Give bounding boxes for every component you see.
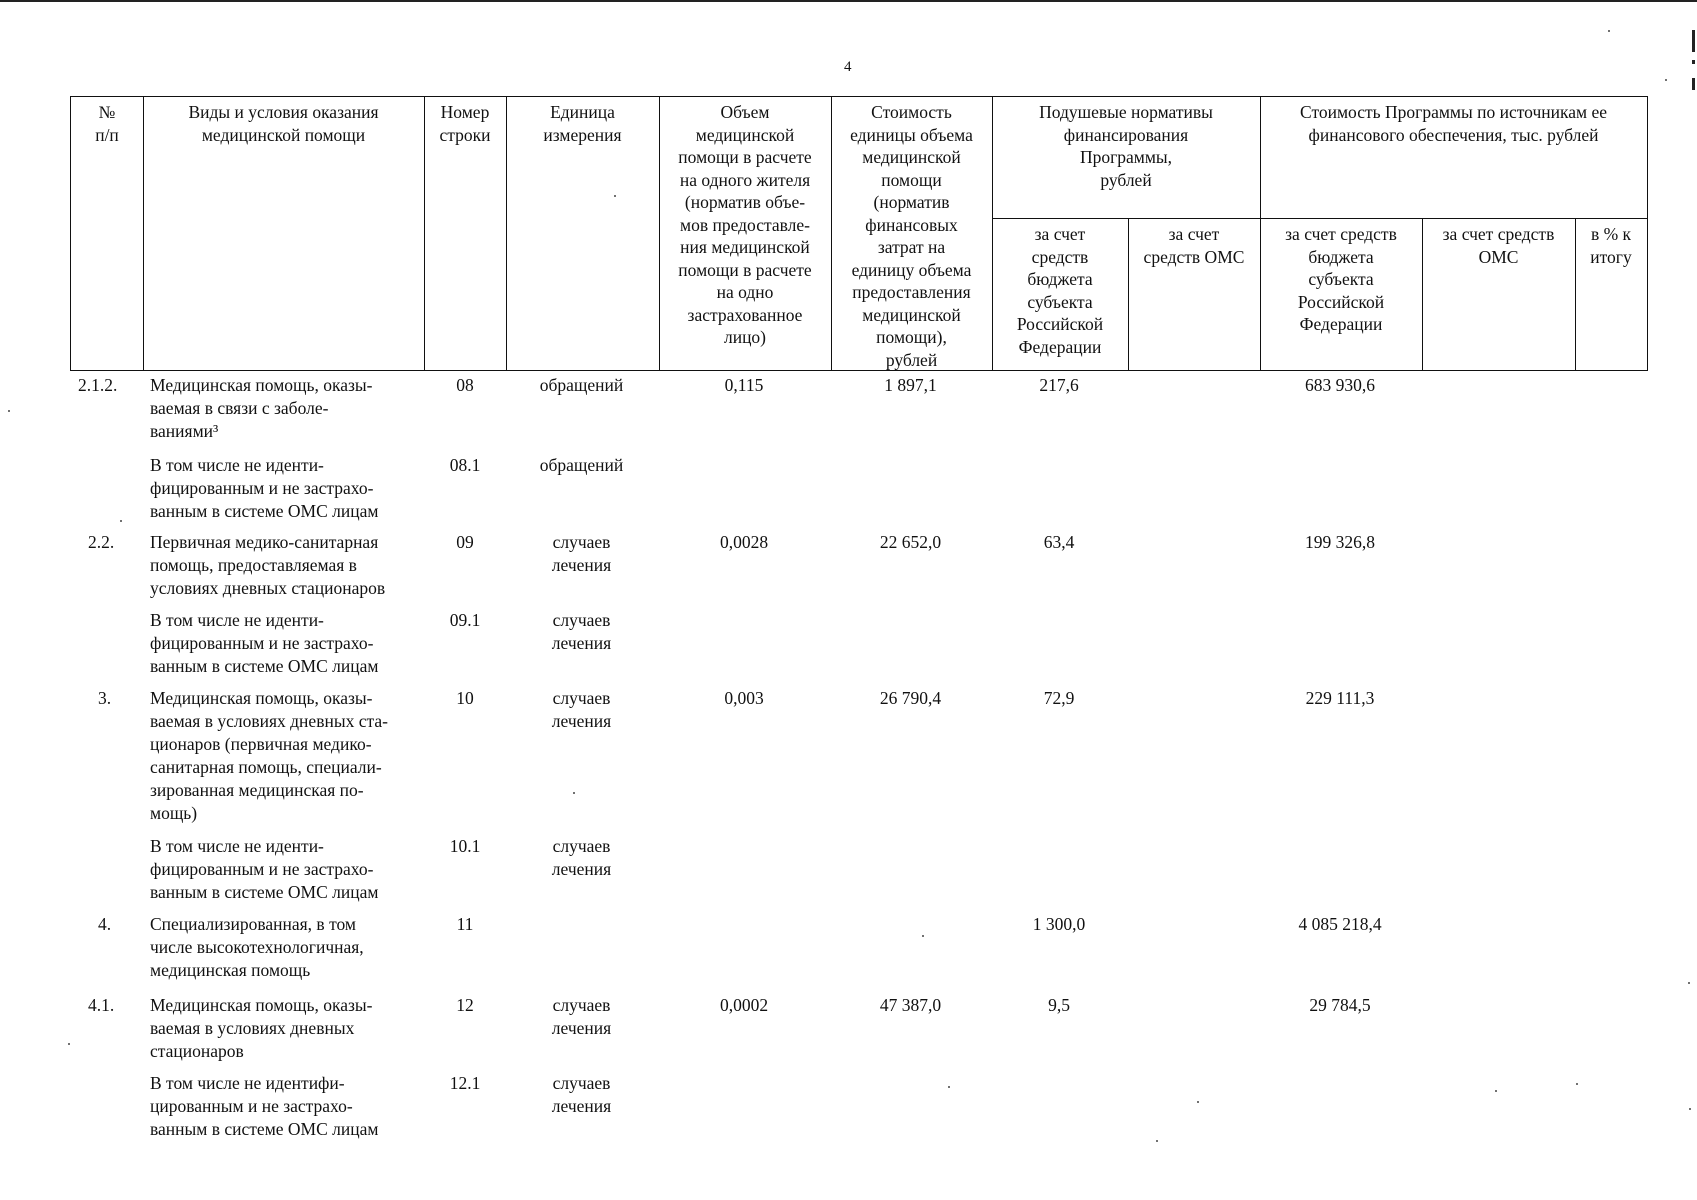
row-description: В том числе не иденти- фицированным и не застрахо- ванным в системе ОМС лицам xyxy=(150,610,379,676)
row-volume: 0,115 xyxy=(724,375,764,395)
header-percapita-group: Подушевые нормативы финансирования Программы, рублей xyxy=(1039,102,1213,190)
row-line-number: 08.1 xyxy=(449,455,481,475)
row-volume: 0,0002 xyxy=(719,995,769,1015)
row-line-number: 08 xyxy=(456,375,474,395)
scan-speck xyxy=(1495,1090,1497,1092)
row-percapita-budget: 217,6 xyxy=(1039,375,1079,395)
row-line-number: 10 xyxy=(456,688,474,708)
row-line-number: 10.1 xyxy=(449,836,481,856)
row-num: 2.2. xyxy=(88,532,115,552)
row-description: В том числе не иденти- фицированным и не застрахо- ванным в системе ОМС лицам xyxy=(150,836,379,902)
row-program-budget: 683 930,6 xyxy=(1305,375,1375,395)
scan-speck xyxy=(1197,1101,1199,1103)
row-volume: 0,003 xyxy=(724,688,764,708)
scan-speck xyxy=(922,935,924,937)
row-percapita-budget: 63,4 xyxy=(1043,532,1075,552)
row-cost: 22 652,0 xyxy=(879,532,942,552)
row-program-budget: 4 085 218,4 xyxy=(1298,914,1382,934)
row-line-number: 11 xyxy=(456,914,474,934)
row-unit: случаев лечения xyxy=(551,610,612,653)
scan-edge-mark xyxy=(1692,60,1695,64)
row-description: Медицинская помощь, оказы- ваемая в связи с заболе- ваниями³ xyxy=(150,375,373,441)
row-description: Специализированная, в том числе высокотехнологичная, медицинская помощь xyxy=(150,914,364,980)
row-num: 3. xyxy=(98,688,112,708)
scan-top-border xyxy=(0,0,1697,2)
scan-speck xyxy=(68,1043,70,1045)
scan-speck xyxy=(8,410,10,412)
row-percapita-budget: 72,9 xyxy=(1043,688,1075,708)
header-line: Номер строки xyxy=(439,102,491,145)
header-volume: Объем медицинской помощи в расчете на одного жителя (норматив объе- мов предоставле- ния медицинской помощи в расчете на одно застрахованное лицо) xyxy=(678,102,812,347)
row-cost: 1 897,1 xyxy=(884,375,937,395)
row-cost: 47 387,0 xyxy=(879,995,942,1015)
row-description: В том числе не иденти- фицированным и не застрахо- ванным в системе ОМС лицам xyxy=(150,455,379,521)
row-cost: 26 790,4 xyxy=(879,688,942,708)
header-num: № п/п xyxy=(95,102,119,145)
scan-edge-mark xyxy=(1692,78,1695,90)
scan-speck xyxy=(120,520,122,522)
row-unit: случаев лечения xyxy=(551,688,612,731)
row-program-budget: 199 326,8 xyxy=(1305,532,1375,552)
header-cost: Стоимость единицы объема медицинской помощи (норматив финансовых затрат на единицу объема предоставления медицинской помощи), рублей xyxy=(850,102,973,370)
row-unit: обращений xyxy=(539,375,624,395)
row-num: 2.1.2. xyxy=(78,375,118,395)
row-percapita-budget: 9,5 xyxy=(1048,995,1070,1015)
row-unit: случаев лечения xyxy=(551,995,612,1038)
row-unit: случаев лечения xyxy=(551,532,612,575)
row-unit: обращений xyxy=(539,455,624,475)
scan-speck xyxy=(948,1086,950,1088)
row-description: В том числе не идентифи- цированным и не застрахо- ванным в системе ОМС лицам xyxy=(150,1073,379,1139)
table-header xyxy=(70,96,1648,371)
scan-speck xyxy=(614,195,616,197)
scan-speck xyxy=(1688,982,1690,984)
header-program-budget: за счет средств бюджета субъекта Российской Федерации xyxy=(1285,224,1397,334)
page-number: 4 xyxy=(844,59,852,75)
row-line-number: 12.1 xyxy=(449,1073,481,1093)
scan-speck xyxy=(1156,1140,1158,1142)
row-program-budget: 29 784,5 xyxy=(1309,995,1371,1015)
scan-edge-mark xyxy=(1692,30,1695,52)
header-subdivider xyxy=(992,218,1647,219)
header-percapita-oms: за счет средств ОМС xyxy=(1143,224,1245,267)
header-type: Виды и условия оказания медицинской помощи xyxy=(188,102,379,145)
scan-speck xyxy=(1665,79,1667,81)
header-program-group: Стоимость Программы по источникам ее финансового обеспечения, тыс. рублей xyxy=(1300,102,1607,145)
row-line-number: 09.1 xyxy=(449,610,481,630)
row-description: Медицинская помощь, оказы- ваемая в условиях дневных стационаров xyxy=(150,995,373,1061)
header-program-oms: за счет средств ОМС xyxy=(1442,224,1555,267)
scan-speck xyxy=(1608,30,1610,32)
scan-speck xyxy=(1689,1108,1691,1110)
row-unit: случаев лечения xyxy=(551,1073,612,1116)
header-percent: в % к итогу xyxy=(1590,224,1632,267)
row-num: 4. xyxy=(98,914,112,934)
scan-speck xyxy=(1576,1083,1578,1085)
row-line-number: 09 xyxy=(456,532,474,552)
scan-speck xyxy=(573,792,575,794)
header-percapita-budget: за счет средств бюджета субъекта Российской Федерации xyxy=(1016,224,1104,357)
row-percapita-budget: 1 300,0 xyxy=(1032,914,1086,934)
row-volume: 0,0028 xyxy=(719,532,769,552)
row-line-number: 12 xyxy=(456,995,474,1015)
row-program-budget: 229 111,3 xyxy=(1305,688,1375,708)
row-num: 4.1. xyxy=(88,995,115,1015)
row-description: Первичная медико-санитарная помощь, предоставляемая в условиях дневных стационаров xyxy=(150,532,386,598)
header-unit: Единица измерения xyxy=(543,102,622,145)
row-unit: случаев лечения xyxy=(551,836,612,879)
row-description: Медицинская помощь, оказы- ваемая в условиях дневных ста- ционаров (первичная медико- санитарная помощь, специали- зированная медицинская по- мощь) xyxy=(150,688,388,823)
